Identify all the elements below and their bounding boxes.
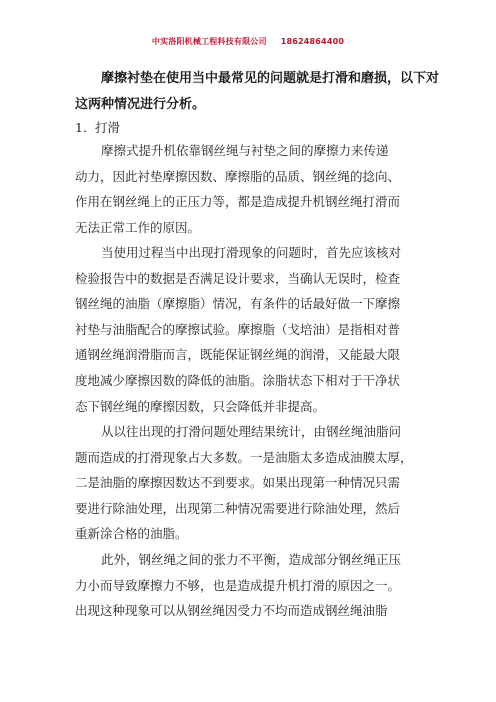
document-title	[75, 66, 445, 118]
text-line: 度地减少摩擦因数的降低的油脂。涂脂状态下相对于干净状	[75, 372, 401, 388]
text-line: 出现这种现象可以从钢丝绳因受力不均而造成钢丝绳油脂	[75, 603, 388, 619]
paragraph-3	[75, 419, 445, 547]
company-name: 中实洛阳机械工程科技有限公司	[151, 37, 267, 46]
section-label: 打滑	[94, 120, 120, 135]
title-line: 这两种情况进行分析。	[75, 97, 206, 112]
text-line: 要进行除油处理，出现第二种情况需要进行除油处理，然后	[75, 500, 401, 516]
text-line: 无法正常工作的原因。	[75, 219, 201, 235]
text-line: 衬垫与油脂配合的摩擦试验。摩擦脂（戈培油）是指相对普	[75, 321, 401, 337]
text-line: 通钢丝绳润滑脂而言，既能保证钢丝绳的润滑，又能最大限	[75, 347, 401, 363]
text-line: 动力，因此衬垫摩擦因数、摩擦脂的品质、钢丝绳的捻向、	[75, 168, 401, 184]
page-header	[0, 36, 496, 47]
company-phone: 18624864400	[280, 37, 345, 46]
text-line: 此外，钢丝绳之间的张力不平衡，造成部分钢丝绳正压	[101, 552, 402, 567]
title-line: 摩擦衬垫在使用当中最常见的问题就是打滑和磨损，以下对	[101, 71, 440, 86]
text-line: 重新涂合格的油脂。	[75, 526, 188, 542]
text-line: 作用在钢丝绳上的正压力等，都是造成提升机钢丝绳打滑而	[75, 194, 401, 210]
text-line: 当使用过程当中出现打滑现象的问题时，首先应该核对	[101, 245, 402, 260]
text-line: 态下钢丝绳的摩擦因数，只会降低并非提高。	[75, 398, 326, 414]
section-heading	[75, 118, 120, 136]
text-line: 从以往出现的打滑问题处理结果统计，由钢丝绳油脂问	[101, 424, 402, 439]
paragraph-1	[75, 138, 445, 240]
paragraph-2	[75, 240, 445, 419]
text-line: 题而造成的打滑现象占大多数。一是油脂太多造成油膜太厚，	[75, 449, 413, 465]
text-line: 检验报告中的数据是否满足设计要求，当确认无误时，检查	[75, 270, 401, 286]
paragraph-4	[75, 547, 445, 624]
text-line: 摩擦式提升机依靠钢丝绳与衬垫之间的摩擦力来传递	[101, 143, 389, 158]
text-line: 二是油脂的摩擦因数达不到要求。如果出现第一种情况只需	[75, 475, 401, 491]
text-line: 力小而导致摩擦力不够，也是造成提升机打滑的原因之一。	[75, 577, 401, 593]
text-line: 钢丝绳的油脂（摩擦脂）情况，有条件的话最好做一下摩擦	[75, 296, 401, 312]
section-number: 1.	[75, 120, 87, 135]
